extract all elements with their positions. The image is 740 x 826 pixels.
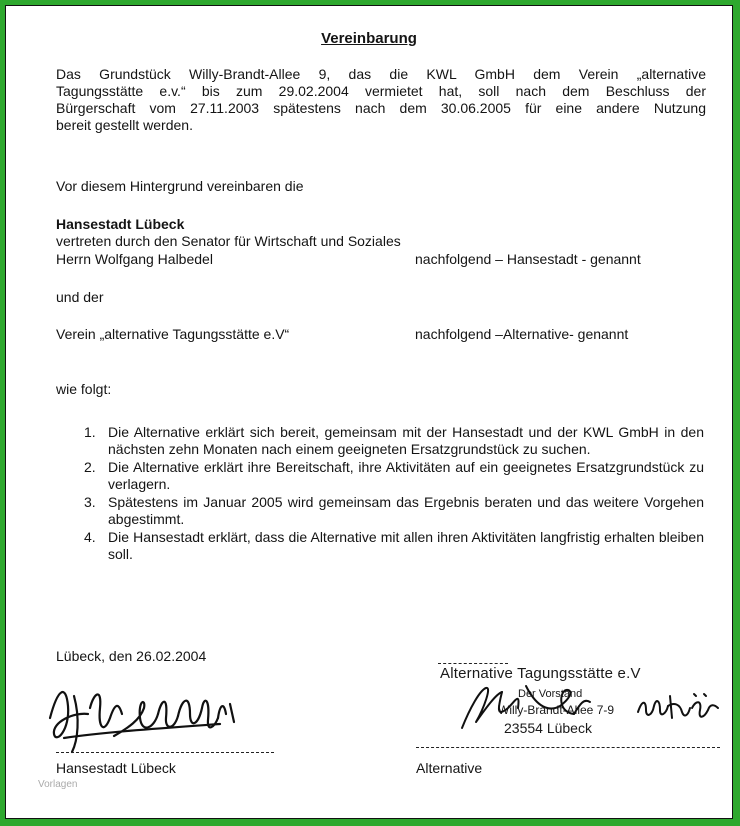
- list-item-number: 2.: [84, 459, 96, 475]
- party1-represented-by: vertreten durch den Senator für Wirtschaft und Soziales: [56, 233, 401, 249]
- intro-line: Tagungsstätte e.v.“ bis zum 29.02.2004 vermietet hat, soll nach dem Beschluss der: [56, 83, 706, 99]
- stamp-street: Willy-Brandt-Allee 7-9: [498, 703, 615, 717]
- signature-line-left: [56, 752, 274, 753]
- stamp-role: Der Vorstand: [518, 688, 583, 700]
- list-item: [84, 529, 704, 563]
- intro-line: bereit gestellt werden.: [56, 117, 193, 133]
- signature-right-1: [456, 678, 606, 738]
- intro-line: Bürgerschaft vom 27.11.2003 spätestens nach dem 30.06.2005 für eine andere Nutzung: [56, 100, 706, 116]
- list-item: [84, 494, 704, 528]
- party2-name: Verein „alternative Tagungsstätte e.V“: [56, 326, 290, 342]
- list-item: [84, 459, 704, 493]
- document-page: [5, 5, 733, 819]
- signature-label-right: Alternative: [416, 760, 483, 776]
- list-item-number: 1.: [84, 424, 96, 440]
- document-title: Vereinbarung: [321, 30, 417, 47]
- signature-line-right: [416, 747, 720, 748]
- list-item-text: Spätestens im Januar 2005 wird gemeinsam das Ergebnis beraten und das weitere Vorgehen abgestimmt.: [108, 494, 704, 527]
- intro-paragraph: [56, 66, 706, 134]
- list-item: [84, 424, 704, 458]
- stamp-city: 23554 Lübeck: [504, 720, 592, 736]
- party1-designation: nachfolgend – Hansestadt - genannt: [415, 251, 641, 267]
- list-item-number: 3.: [84, 494, 96, 510]
- background-line: Vor diesem Hintergrund vereinbaren die: [56, 178, 304, 194]
- watermark-text: Vorlagen: [38, 779, 78, 790]
- party2-designation: nachfolgend –Alternative- genannt: [415, 326, 629, 342]
- signature-label-left: Hansestadt Lübeck: [56, 760, 176, 776]
- connector-text: und der: [56, 289, 104, 305]
- list-item-text: Die Alternative erklärt ihre Bereitschaft, ihre Aktivitäten auf ein geeignetes Ersatzgrundstück zu verlagern.: [108, 459, 704, 492]
- stamp-org: Alternative Tagungsstätte e.V: [440, 665, 641, 682]
- party1-person: Herrn Wolfgang Halbedel: [56, 251, 213, 267]
- stamp-rule: [438, 663, 508, 664]
- list-item-number: 4.: [84, 529, 96, 545]
- list-item-text: Die Hansestadt erklärt, dass die Alternative mit allen ihren Aktivitäten langfristig erhalten bleiben soll.: [108, 529, 704, 562]
- as-follows-text: wie folgt:: [56, 381, 112, 397]
- intro-line: Das Grundstück Willy-Brandt-Allee 9, das die KWL GmbH dem Verein „alternative: [56, 66, 706, 82]
- signature-right-2: [634, 688, 724, 728]
- signature-left: [44, 678, 244, 756]
- agreement-list: [84, 424, 704, 564]
- party1-name: Hansestadt Lübeck: [56, 216, 185, 232]
- place-date: Lübeck, den 26.02.2004: [56, 648, 207, 664]
- list-item-text: Die Alternative erklärt sich bereit, gemeinsam mit der Hansestadt und der KWL GmbH in den nächsten zehn Monaten nach einem geeigneten Ersatzgrundstück zu suchen.: [108, 424, 704, 457]
